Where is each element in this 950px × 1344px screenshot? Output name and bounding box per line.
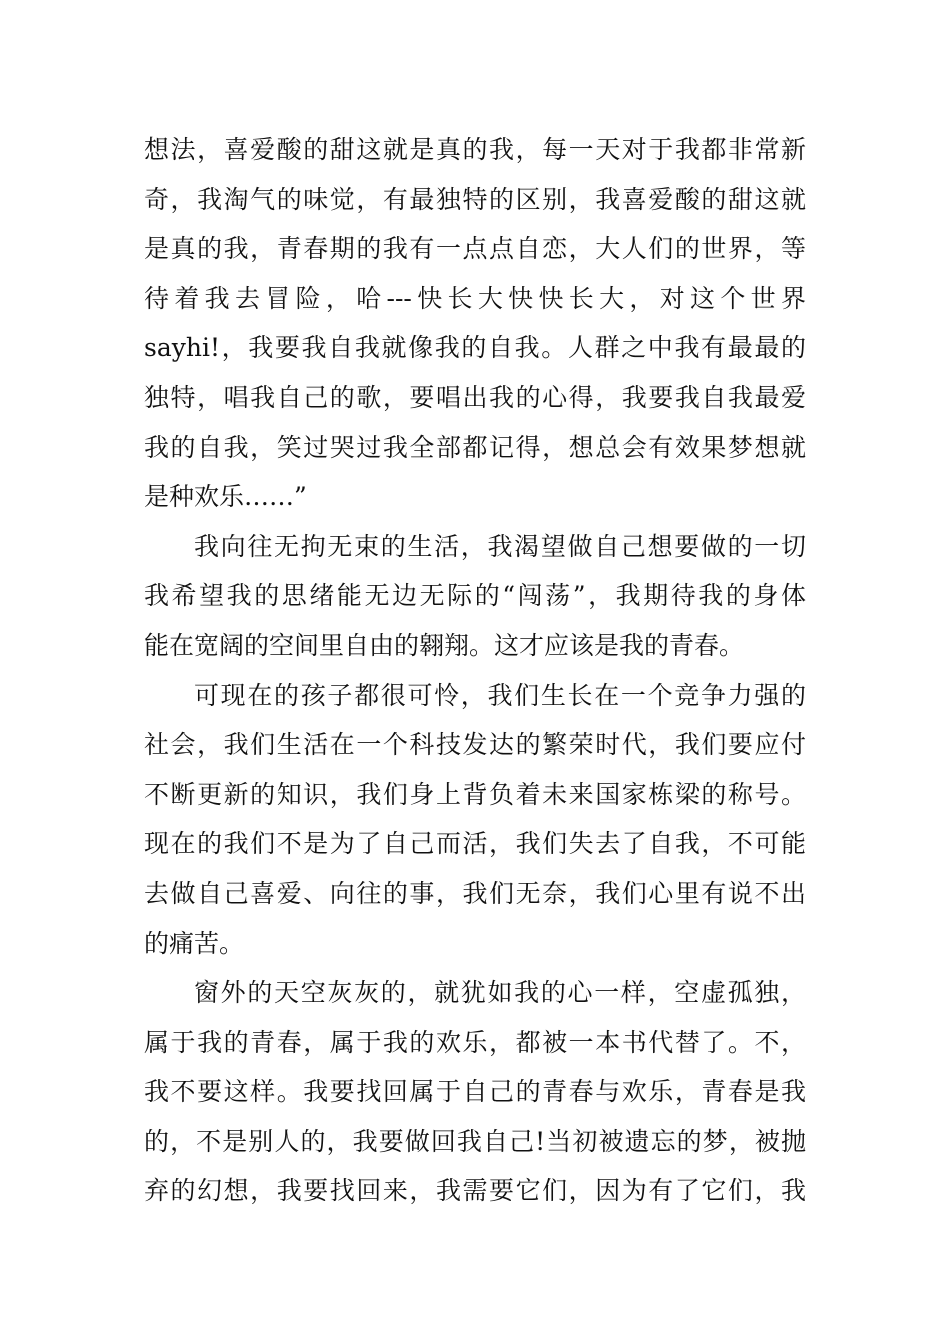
text-line: 我向往无拘无束的生活，我渴望做自己想要做的一切 — [194, 531, 806, 561]
text-line: 我希望我的思绪能无边无际的“闯荡”，我期待我的身体 — [144, 581, 806, 611]
text-line: 我的自我，笑过哭过我全部都记得，想总会有效果梦想就 — [144, 432, 806, 462]
text-line: 属于我的青春，属于我的欢乐，都被一本书代替了。不， — [144, 1027, 806, 1057]
text-line: 是种欢乐……” — [144, 482, 307, 512]
text-line: 可现在的孩子都很可怜，我们生长在一个竞争力强的 — [194, 680, 806, 710]
text-line: 弃的幻想，我要找回来，我需要它们，因为有了它们，我 — [144, 1176, 806, 1206]
body-text — [144, 125, 806, 1216]
text-line: 独特，唱我自己的歌，要唱出我的心得，我要我自我最爱 — [144, 382, 806, 412]
text-line: 想法，喜爱酸的甜这就是真的我，每一天对于我都非常新 — [144, 135, 806, 164]
text-line: sayhi!，我要我自我就像我的自我。人群之中我有最最的 — [144, 333, 806, 363]
text-line: 能在宽阔的空间里自由的翱翔。这才应该是我的青春。 — [144, 630, 745, 660]
text-line: 待着我去冒险，哈---快长大快快长大，对这个世界 — [144, 283, 806, 313]
text-line: 社会，我们生活在一个科技发达的繁荣时代，我们要应付 — [144, 730, 806, 760]
text-line: 不断更新的知识，我们身上背负着未来国家栋梁的称号。 — [144, 779, 806, 809]
text-line: 我不要这样。我要找回属于自己的青春与欢乐，青春是我 — [144, 1077, 806, 1107]
text-line: 去做自己喜爱、向往的事，我们无奈，我们心里有说不出 — [144, 878, 806, 908]
text-line: 奇，我淘气的味觉，有最独特的区别，我喜爱酸的甜这就 — [144, 184, 806, 214]
text-line: 的，不是别人的，我要做回我自己!当初被遗忘的梦，被抛 — [144, 1126, 806, 1156]
text-line: 现在的我们不是为了自己而活，我们失去了自我，不可能 — [144, 829, 806, 859]
text-line: 窗外的天空灰灰的，就犹如我的心一样，空虚孤独， — [194, 978, 806, 1008]
text-line: 是真的我，青春期的我有一点点自恋，大人们的世界，等 — [144, 234, 806, 264]
text-line: 的痛苦。 — [144, 928, 245, 958]
